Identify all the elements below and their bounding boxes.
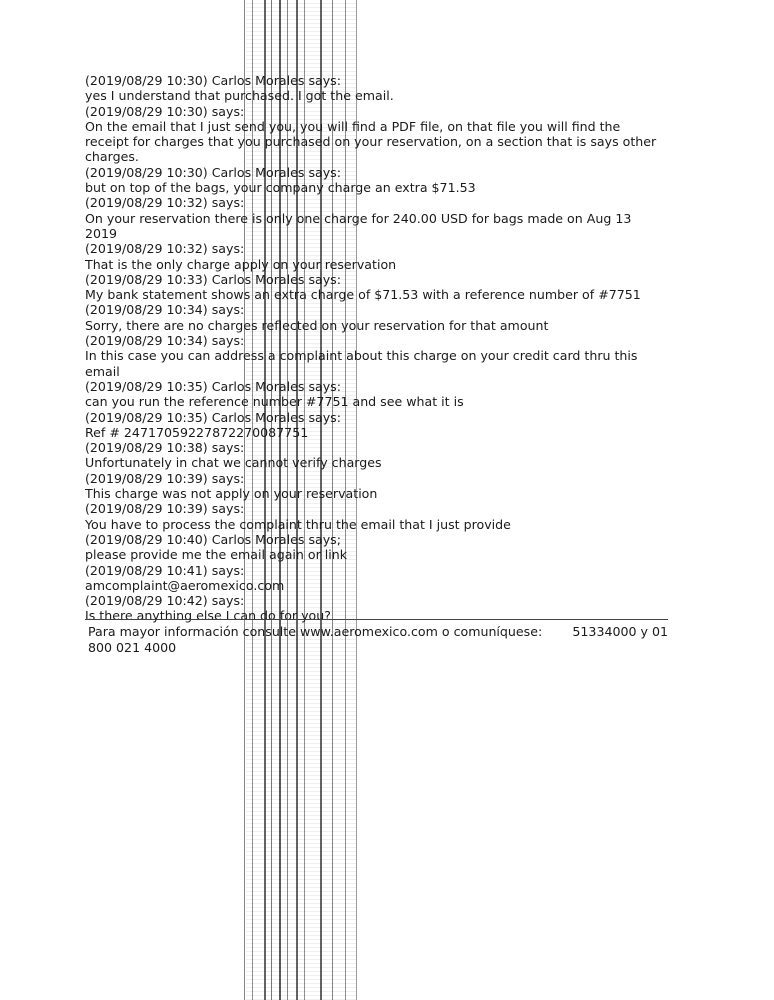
transcript-line: (2019/08/29 10:30) Carlos Morales says: bbox=[85, 164, 341, 180]
transcript-line: On your reservation there is only one charge for 240.00 USD for bags made on Aug 13 2019 bbox=[85, 210, 636, 241]
transcript-line: In this case you can address a complaint about this charge on your credit card thru this bbox=[85, 348, 638, 364]
contact-footer bbox=[88, 624, 668, 656]
footer-phone-text: 51334000 y 01 bbox=[572, 624, 668, 639]
footer-divider bbox=[85, 619, 668, 620]
transcript-line: receipt for charges that you purchased on your reservation, on a section that is says other bbox=[85, 134, 657, 150]
transcript-line: charges. bbox=[85, 149, 139, 165]
transcript-line: My bank statement shows an extra charge of $71.53 with a reference number of #7751 bbox=[85, 287, 641, 303]
transcript-line: Ref # 24717059227872270087751 bbox=[85, 424, 309, 440]
transcript-line: Is there anything else I can do for you? bbox=[85, 608, 331, 624]
transcript-line: (2019/08/29 10:34) says: bbox=[85, 333, 245, 349]
transcript-line: but on top of the bags, your company charge an extra $71.53 bbox=[85, 180, 476, 196]
transcript-line: (2019/08/29 10:34) says: bbox=[85, 302, 245, 318]
transcript-line: please provide me the email again or link bbox=[85, 547, 348, 563]
transcript-line: (2019/08/29 10:33) Carlos Morales says: bbox=[85, 271, 341, 287]
transcript-line: (2019/08/29 10:30) Carlos Morales says: bbox=[85, 73, 341, 88]
transcript-line: (2019/08/29 10:35) Carlos Morales says: bbox=[85, 378, 341, 394]
footer-line-1 bbox=[88, 624, 668, 640]
transcript-line: On the email that I just send you, you will find a PDF file, on that file you will find the bbox=[85, 118, 621, 134]
transcript-line: (2019/08/29 10:41) says: bbox=[85, 562, 245, 578]
transcript-line: amcomplaint@aeromexico.com bbox=[85, 577, 285, 593]
transcript-line: (2019/08/29 10:32) says: bbox=[85, 195, 245, 211]
footer-contact-text: Para mayor información consulte www.aeromexico.com o comuníquese: bbox=[88, 624, 543, 639]
transcript-line: can you run the reference number #7751 and see what it is bbox=[85, 394, 464, 410]
transcript-line: Unfortunately in chat we cannot verify charges bbox=[85, 455, 382, 471]
transcript-line: (2019/08/29 10:39) says: bbox=[85, 501, 245, 517]
transcript-line: Sorry, there are no charges reflected on your reservation for that amount bbox=[85, 317, 549, 333]
transcript-line: (2019/08/29 10:38) says: bbox=[85, 440, 245, 456]
transcript-line: (2019/08/29 10:30) says: bbox=[85, 103, 245, 119]
transcript-line: (2019/08/29 10:42) says: bbox=[85, 593, 245, 609]
transcript-line: (2019/08/29 10:40) Carlos Morales says; bbox=[85, 531, 341, 547]
transcript-line: (2019/08/29 10:32) says: bbox=[85, 241, 245, 257]
transcript-line: This charge was not apply on your reservation bbox=[85, 486, 378, 502]
chat-transcript bbox=[85, 73, 665, 624]
transcript-line: (2019/08/29 10:39) says: bbox=[85, 470, 245, 486]
transcript-line: email bbox=[85, 363, 120, 379]
footer-line-2: 800 021 4000 bbox=[88, 640, 177, 655]
transcript-line: yes I understand that purchased. I got the email. bbox=[85, 88, 394, 104]
transcript-line: You have to process the complaint thru the email that I just provide bbox=[85, 516, 511, 532]
transcript-line: That is the only charge apply on your reservation bbox=[85, 256, 397, 272]
transcript-line: (2019/08/29 10:35) Carlos Morales says: bbox=[85, 409, 341, 425]
